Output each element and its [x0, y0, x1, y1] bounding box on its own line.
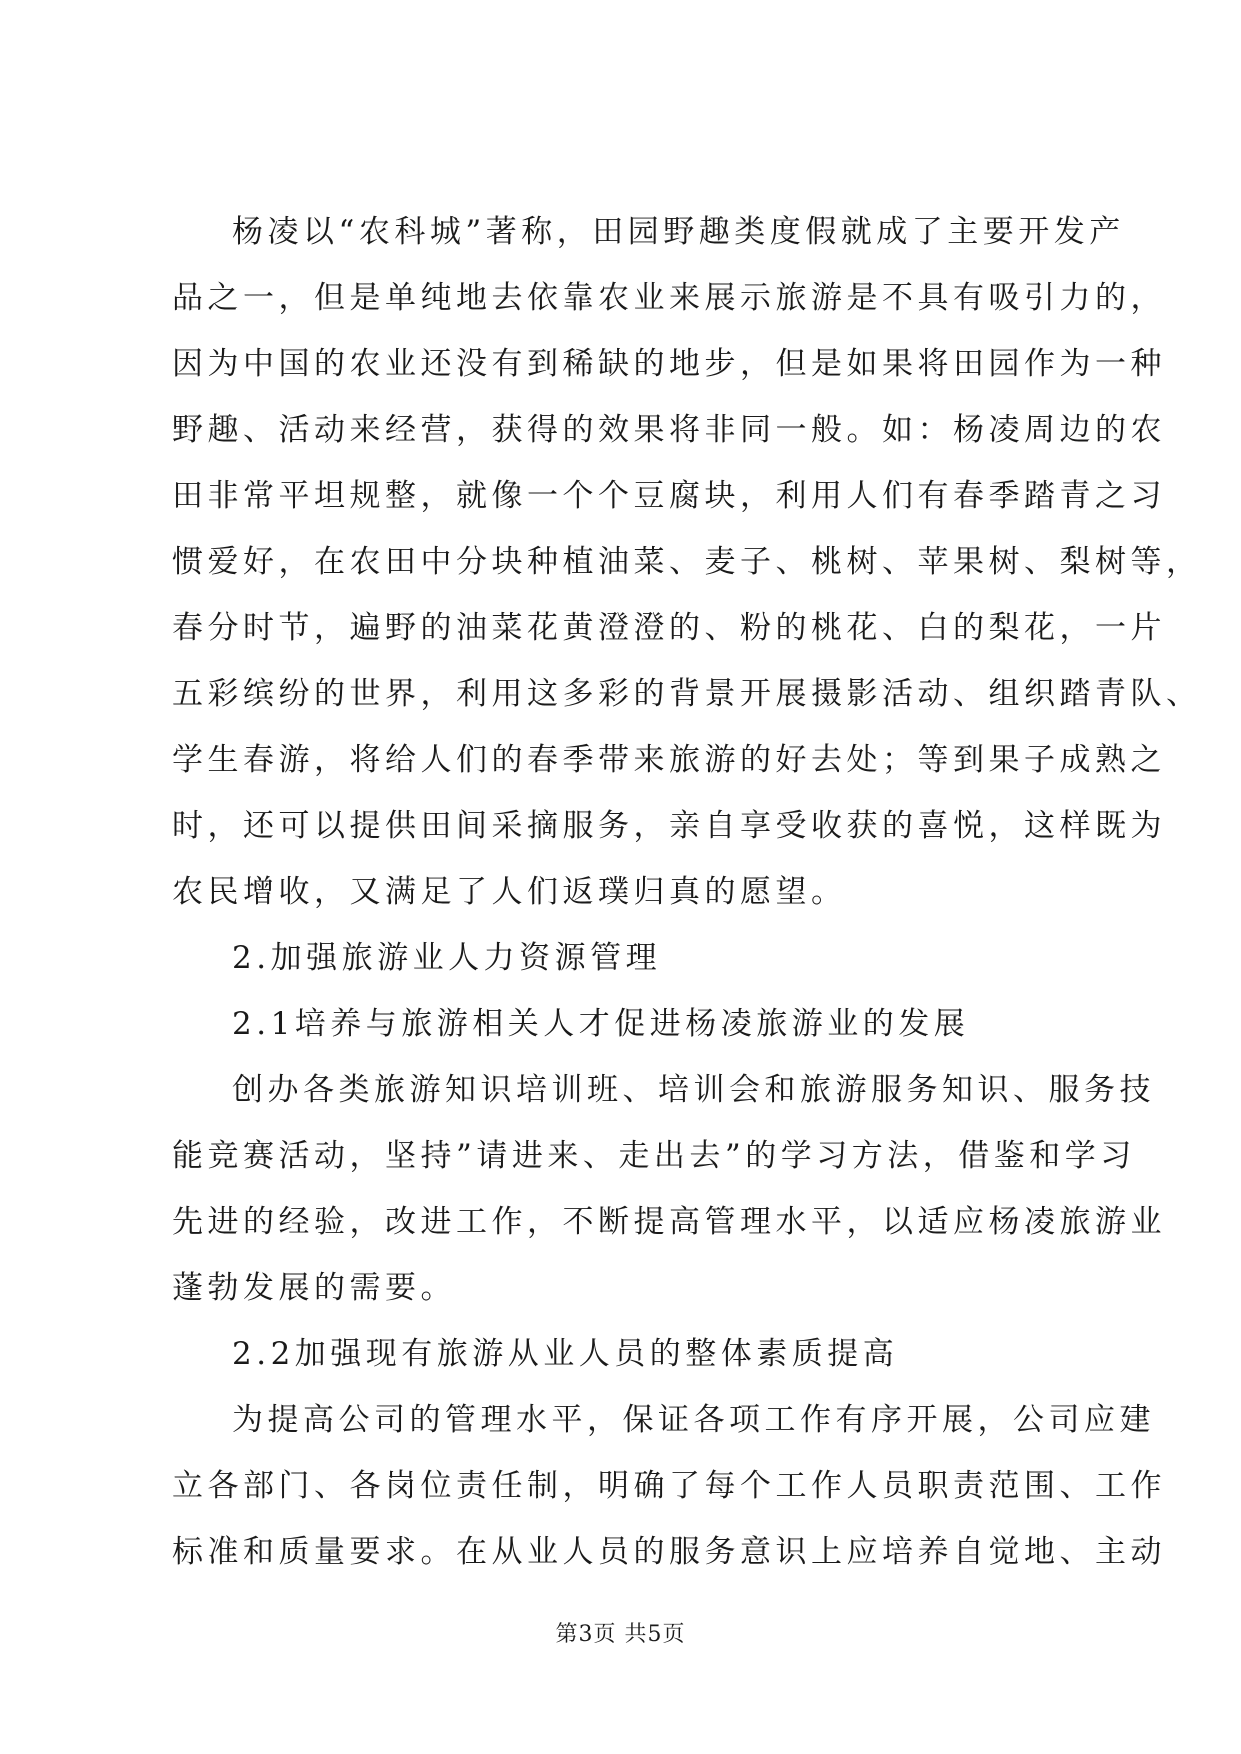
body-line: 因为中国的农业还没有到稀缺的地步，但是如果将田园作为一种 [172, 346, 1166, 382]
body-line: 学生春游，将给人们的春季带来旅游的好去处；等到果子成熟之 [172, 742, 1166, 778]
body-line: 杨凌以“农科城”著称，田园野趣类度假就成了主要开发产 [232, 214, 1125, 250]
body-line: 时，还可以提供田间采摘服务，亲自享受收获的喜悦，这样既为 [172, 808, 1166, 844]
subsection-heading: 2.2加强现有旅游从业人员的整体素质提高 [232, 1336, 899, 1372]
section-heading: 2.加强旅游业人力资源管理 [232, 940, 662, 976]
body-line: 创办各类旅游知识培训班、培训会和旅游服务知识、服务技 [232, 1072, 1155, 1108]
page-footer: 第3页 共5页 [555, 1622, 686, 1647]
body-line: 蓬勃发展的需要。 [172, 1270, 456, 1306]
subsection-heading: 2.1培养与旅游相关人才促进杨凌旅游业的发展 [232, 1006, 970, 1042]
body-line: 野趣、活动来经营，获得的效果将非同一般。如：杨凌周边的农 [172, 412, 1166, 448]
body-line: 农民增收，又满足了人们返璞归真的愿望。 [172, 874, 847, 910]
body-line: 标准和质量要求。在从业人员的服务意识上应培养自觉地、主动 [172, 1534, 1166, 1570]
body-line: 田非常平坦规整，就像一个个豆腐块，利用人们有春季踏青之习 [172, 478, 1166, 514]
body-line: 为提高公司的管理水平，保证各项工作有序开展，公司应建 [232, 1402, 1155, 1438]
body-line: 品之一，但是单纯地去依靠农业来展示旅游是不具有吸引力的， [172, 280, 1166, 316]
body-line: 春分时节，遍野的油菜花黄澄澄的、粉的桃花、白的梨花，一片 [172, 610, 1166, 646]
body-line: 惯爱好，在农田中分块种植油菜、麦子、桃树、苹果树、梨树等， [172, 544, 1202, 580]
body-line: 立各部门、各岗位责任制，明确了每个工作人员职责范围、工作 [172, 1468, 1166, 1504]
body-line: 能竞赛活动，坚持”请进来、走出去”的学习方法，借鉴和学习 [172, 1138, 1136, 1174]
body-line: 五彩缤纷的世界，利用这多彩的背景开展摄影活动、组织踏青队、 [172, 676, 1202, 712]
body-line: 先进的经验，改进工作，不断提高管理水平，以适应杨凌旅游业 [172, 1204, 1166, 1240]
